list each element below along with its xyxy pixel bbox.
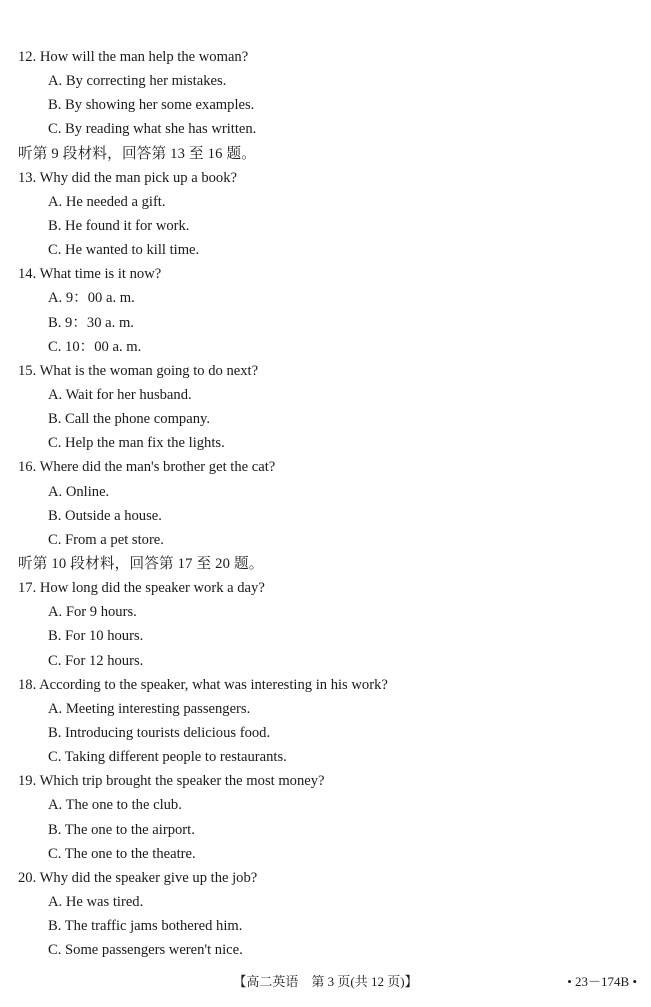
answer-option: B. The one to the airport. — [48, 821, 195, 838]
question-text: 20. Why did the speaker give up the job? — [18, 869, 258, 886]
question-list — [18, 45, 639, 962]
question-text: 15. What is the woman going to do next? — [18, 362, 259, 379]
answer-option: C. Some passengers weren't nice. — [48, 942, 243, 959]
answer-option: C. From a pet store. — [48, 531, 164, 548]
answer-option: A. He needed a gift. — [48, 193, 166, 210]
question-text: 19. Which trip brought the speaker the most money? — [18, 773, 325, 790]
answer-option: B. Outside a house. — [48, 507, 162, 524]
answer-option: B. By showing her some examples. — [48, 97, 255, 114]
question-text: 18. According to the speaker, what was interesting in his work? — [18, 676, 388, 693]
question-text: 14. What time is it now? — [18, 266, 162, 283]
answer-option: A. By correcting her mistakes. — [48, 73, 227, 90]
answer-option: B. Introducing tourists delicious food. — [48, 724, 271, 741]
answer-option: B. The traffic jams bothered him. — [48, 918, 243, 935]
answer-option: C. The one to the theatre. — [48, 845, 196, 862]
question-text: 13. Why did the man pick up a book? — [18, 169, 237, 186]
section-instruction: 听第 9 段材料，回答第 13 至 16 题。 — [18, 145, 257, 162]
answer-option: B. He found it for work. — [48, 217, 190, 234]
answer-option: A. Meeting interesting passengers. — [48, 700, 251, 717]
answer-option: A. The one to the club. — [48, 797, 182, 814]
answer-option: C. He wanted to kill time. — [48, 242, 200, 259]
page-footer — [0, 969, 651, 995]
section-instruction: 听第 10 段材料，回答第 17 至 20 题。 — [18, 555, 264, 572]
answer-option: B. Call the phone company. — [48, 411, 210, 428]
page-number: 【高二英语 第 3 页(共 12 页)】 — [233, 974, 418, 989]
answer-option: B. For 10 hours. — [48, 628, 144, 645]
answer-option: A. He was tired. — [48, 893, 144, 910]
answer-option: C. 10：00 a. m. — [48, 338, 142, 355]
question-text: 16. Where did the man's brother get the cat? — [18, 459, 276, 476]
answer-option: A. 9：00 a. m. — [48, 290, 135, 307]
answer-option: C. Help the man fix the lights. — [48, 435, 225, 452]
question-text: 12. How will the man help the woman? — [18, 49, 249, 65]
answer-option: A. Online. — [48, 483, 110, 500]
answer-option: C. For 12 hours. — [48, 652, 144, 669]
answer-option: B. 9：30 a. m. — [48, 314, 134, 331]
answer-option: A. For 9 hours. — [48, 604, 137, 621]
answer-option: C. By reading what she has written. — [48, 121, 257, 138]
answer-option: A. Wait for her husband. — [48, 386, 192, 403]
question-text: 17. How long did the speaker work a day? — [18, 580, 265, 597]
paper-code: • 23－174B • — [567, 974, 637, 989]
answer-option: C. Taking different people to restaurants. — [48, 749, 287, 766]
